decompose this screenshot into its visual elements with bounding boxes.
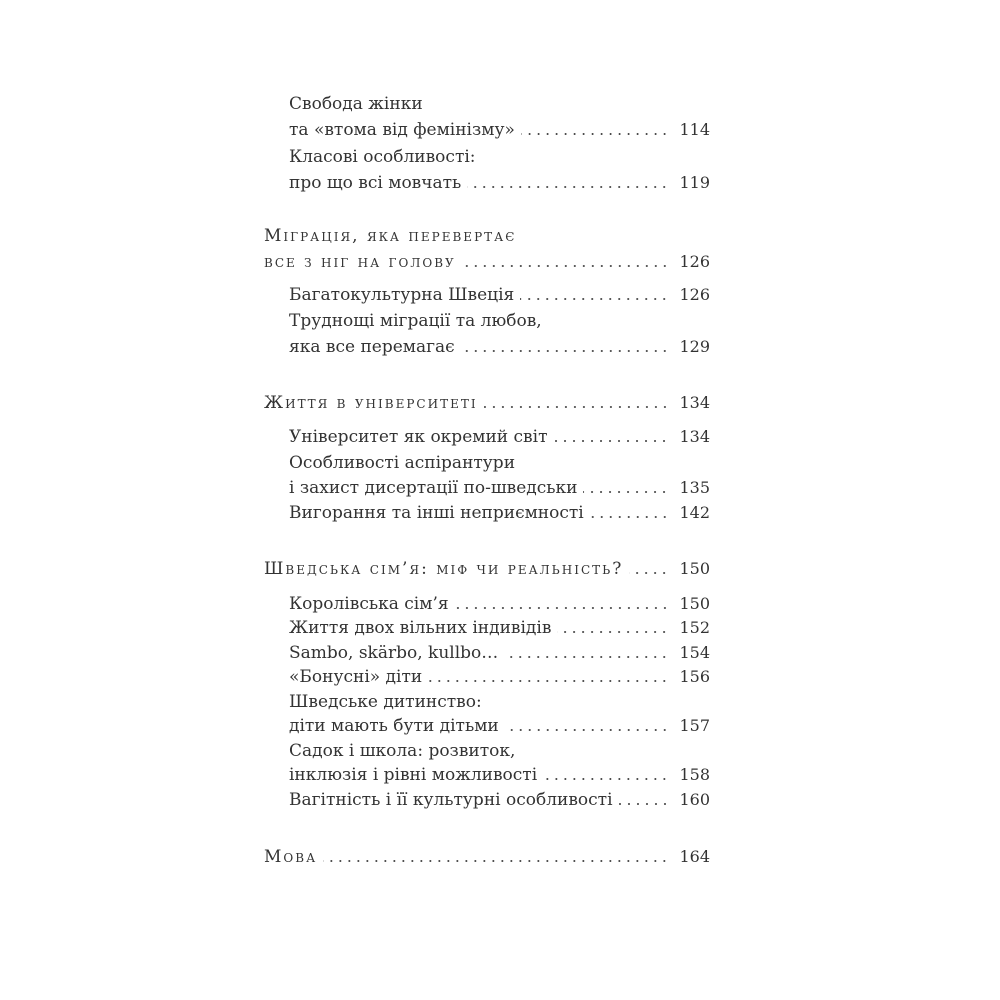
dot-leader [553, 440, 669, 442]
toc-entry-row [289, 424, 669, 450]
toc-entry-line [0, 738, 1000, 764]
toc-entry[interactable] [0, 713, 1000, 739]
toc-chapter[interactable] [0, 844, 1000, 870]
toc-entry[interactable] [0, 117, 1000, 143]
dot-leader [583, 491, 669, 493]
dot-leader [504, 656, 669, 658]
toc-entry-row [289, 762, 669, 788]
toc-entry-title: Sambo, skärbo, kullbo… [289, 643, 499, 663]
toc-entry-title: Садок і школа: розвиток, [289, 741, 516, 761]
toc-entry[interactable] [0, 762, 1000, 788]
toc-entry-row [264, 390, 669, 416]
dot-leader [467, 186, 669, 188]
toc-entry[interactable] [0, 475, 1000, 501]
dot-leader [461, 350, 669, 352]
toc-chapter[interactable] [0, 390, 1000, 416]
dot-leader [462, 265, 669, 267]
toc-entry-row [289, 640, 669, 666]
toc-chapter-title: Міграція, яка перевертає [264, 226, 517, 246]
dot-leader [520, 298, 669, 300]
toc-entry-row [289, 282, 669, 308]
toc-entry-line [0, 450, 1000, 476]
dot-leader [557, 631, 669, 633]
toc-entry-row [289, 615, 669, 641]
toc-page-number: 152 [679, 618, 710, 637]
toc-page-number: 135 [679, 478, 710, 497]
dot-leader [455, 607, 669, 609]
toc-entry-title: Свобода жінки [289, 94, 423, 114]
toc-page-number: 156 [679, 667, 710, 686]
toc-entry[interactable] [0, 591, 1000, 617]
toc-entry-title: Труднощі міграції та любов, [289, 311, 542, 331]
toc-entry-line [0, 91, 1000, 117]
toc-entry-row [289, 500, 669, 526]
dot-leader [484, 406, 669, 408]
toc-chapter-title: все з ніг на голову [264, 252, 456, 272]
dot-leader [323, 860, 669, 862]
toc-page-number: 134 [679, 393, 710, 412]
toc-page-number: 158 [679, 765, 710, 784]
toc-entry[interactable] [0, 500, 1000, 526]
toc-chapter-title: Шведська сім’я: міф чи реальність? [264, 559, 624, 579]
toc-entry[interactable] [0, 334, 1000, 360]
toc-entry-row [264, 556, 669, 582]
toc-entry-line [0, 689, 1000, 715]
toc-chapter-line [0, 223, 1000, 249]
toc-entry-title: і захист дисертації по-шведськи [289, 478, 578, 498]
toc-entry-row [289, 475, 669, 501]
toc-page-number: 160 [679, 790, 710, 809]
dot-leader [505, 729, 669, 731]
toc-page-number: 119 [679, 173, 710, 192]
toc-entry-row [264, 844, 669, 870]
toc-entry-row [289, 591, 669, 617]
toc-entry-line [0, 308, 1000, 334]
toc-entry-title: Життя двох вільних індивідів [289, 618, 552, 638]
toc-page-number: 129 [679, 337, 710, 356]
toc-entry[interactable] [0, 282, 1000, 308]
toc-entry-title: яка все перемагає [289, 337, 455, 357]
toc-entry-title: «Бонусні» діти [289, 667, 423, 687]
toc-entry-row [264, 249, 669, 275]
toc-entry-title: Особливості аспірантури [289, 453, 516, 473]
toc-entry[interactable] [0, 787, 1000, 813]
toc-chapter[interactable] [0, 556, 1000, 582]
toc-page-number: 142 [679, 503, 710, 522]
toc-entry-title: та «втома від фемінізму» [289, 120, 515, 140]
toc-page-number: 126 [679, 285, 710, 304]
toc-entry-title: Шведське дитинство: [289, 692, 482, 712]
dot-leader [521, 133, 669, 135]
toc-page-number: 154 [679, 643, 710, 662]
toc-entry-title: Вигорання та інші неприємності [289, 503, 584, 523]
toc-entry-row [289, 334, 669, 360]
dot-leader [428, 680, 669, 682]
toc-page-number: 134 [679, 427, 710, 446]
toc-entry-title: Класові особливості: [289, 147, 476, 167]
toc-entry[interactable] [0, 664, 1000, 690]
toc-entry-title: Багатокультурна Швеція [289, 285, 515, 305]
toc-chapter[interactable] [0, 249, 1000, 275]
dot-leader [590, 516, 669, 518]
toc-page-number: 150 [679, 594, 710, 613]
toc-entry-line [0, 144, 1000, 170]
dot-leader [619, 803, 669, 805]
toc-entry-row [289, 664, 669, 690]
toc-entry-row [289, 713, 669, 739]
toc-entry[interactable] [0, 615, 1000, 641]
toc-chapter-title: Життя в університеті [264, 393, 478, 413]
toc-page-number: 157 [679, 716, 710, 735]
toc-entry-title: Королівська сім’я [289, 594, 449, 614]
toc-entry-title: про що всі мовчать [289, 173, 462, 193]
toc-entry[interactable] [0, 170, 1000, 196]
toc-page-number: 150 [679, 559, 710, 578]
toc-entry-row [289, 787, 669, 813]
dot-leader [543, 778, 669, 780]
toc-page-number: 126 [679, 252, 710, 271]
toc-entry-title: Вагітність і її культурні особливості [289, 790, 613, 810]
toc-page-number: 164 [679, 847, 710, 866]
toc-entry-title: діти мають бути дітьми [289, 716, 499, 736]
toc-entry-title: інклюзія і рівні можливості [289, 765, 538, 785]
toc-entry[interactable] [0, 424, 1000, 450]
toc-entry-title: Університет як окремий світ [289, 427, 548, 447]
toc-entry-row [289, 117, 669, 143]
dot-leader [629, 572, 669, 574]
toc-chapter-title: Мова [264, 847, 318, 867]
toc-entry-row [289, 170, 669, 196]
toc-page-number: 114 [679, 120, 710, 139]
toc-entry[interactable] [0, 640, 1000, 666]
